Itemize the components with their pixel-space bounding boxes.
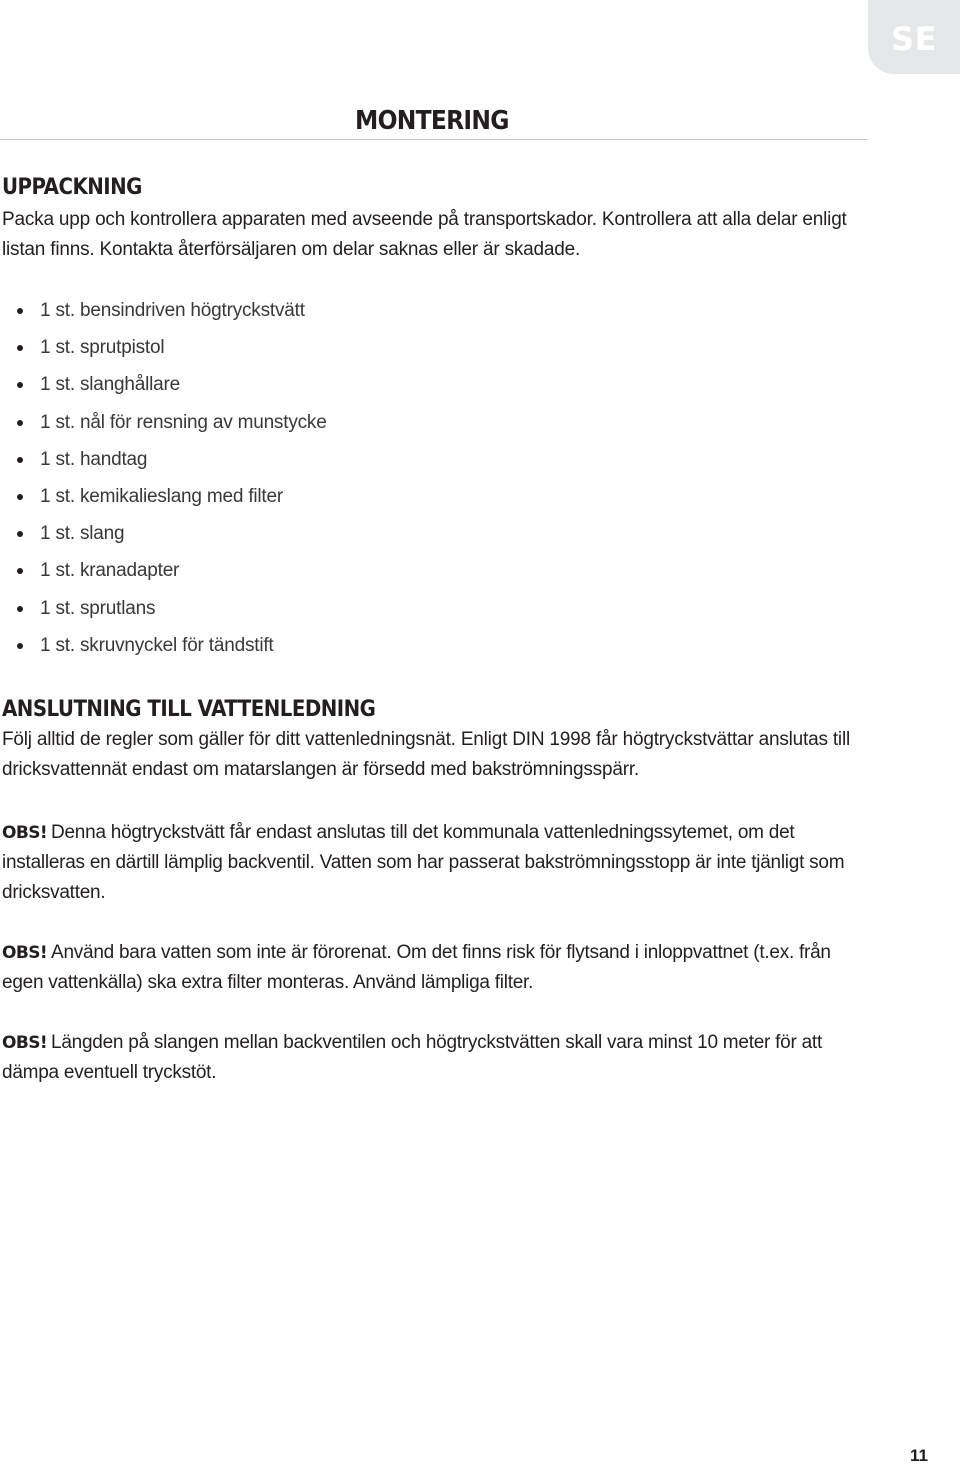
list-item [0, 517, 327, 554]
bullet-icon [17, 531, 23, 537]
note-backflow-valve [2, 818, 872, 908]
bullet-icon [17, 345, 23, 351]
list-item [0, 554, 327, 591]
note-label: OBS! [2, 823, 48, 843]
note-clean-water [2, 938, 872, 998]
bullet-icon [17, 643, 23, 649]
bullet-icon [17, 420, 23, 426]
list-item-text: 1 st. nål för rensning av munstycke [40, 411, 327, 433]
water-connection-section [2, 696, 872, 785]
list-item [0, 368, 327, 405]
list-item-text: 1 st. bensindriven högtryckstvätt [40, 300, 305, 321]
unpacking-text: Packa upp och kontrollera apparaten med avseende på transportskador. Kontrollera att alla delar enligt listan finns. Kontakta återförsäljaren om delar saknas eller är skadade. [2, 209, 847, 260]
note-hose-length [2, 1028, 872, 1088]
list-item-text: 1 st. sprutpistol [40, 337, 165, 359]
page-number: 11 [910, 1446, 928, 1465]
note-text: Använd bara vatten som inte är förorenat. Om det finns risk för flytsand i inloppvattnet (t.ex. från egen vattenkälla) ska extra filter monteras. Använd lämpliga filter. [2, 942, 831, 993]
page-title: MONTERING [355, 106, 509, 136]
note-text: Längden på slangen mellan backventilen och högtryckstvätten skall vara minst 10 meter för att dämpa eventuell tryckstöt. [2, 1032, 822, 1083]
bullet-icon [17, 382, 23, 388]
list-item [0, 443, 327, 480]
bullet-icon [17, 308, 23, 314]
water-connection-heading: ANSLUTNING TILL VATTENLEDNING [2, 697, 376, 722]
list-item [0, 629, 327, 666]
list-item [0, 294, 327, 331]
water-connection-text: Följ alltid de regler som gäller för ditt vattenledningsnät. Enligt DIN 1998 får högtryckstvättar anslutas till dricksvattennät endast om matarslangen är försedd med bakströmningsspärr. [2, 729, 850, 780]
note-text: Denna högtryckstvätt får endast anslutas till det kommunala vattenledningssytemet, om det installeras en därtill lämplig backventil. Vatten som har passerat bakströmningsstopp är inte tjänligt som dricksvatten. [2, 822, 845, 903]
list-item-text: 1 st. kemikalieslang med filter [40, 485, 284, 507]
list-item-text: 1 st. slang [40, 523, 125, 545]
list-item [0, 331, 327, 368]
note-label: OBS! [2, 943, 48, 963]
list-item [0, 480, 327, 517]
bullet-icon [17, 457, 23, 463]
list-item-text: 1 st. slanghållare [40, 374, 181, 396]
parts-list [0, 294, 327, 666]
list-item-text: 1 st. handtag [40, 448, 148, 470]
bullet-icon [17, 494, 23, 500]
title-divider [0, 139, 867, 140]
bullet-icon [17, 568, 23, 574]
note-label: OBS! [2, 1033, 48, 1053]
language-tab: SE [868, 0, 960, 74]
unpacking-heading: UPPACKNING [2, 175, 142, 200]
bullet-icon [17, 606, 23, 612]
list-item-text: 1 st. skruvnyckel för tändstift [40, 634, 274, 656]
list-item [0, 406, 327, 443]
list-item [0, 592, 327, 629]
list-item-text: 1 st. sprutlans [40, 597, 156, 619]
list-item-text: 1 st. kranadapter [40, 560, 180, 582]
unpacking-section [2, 174, 872, 265]
